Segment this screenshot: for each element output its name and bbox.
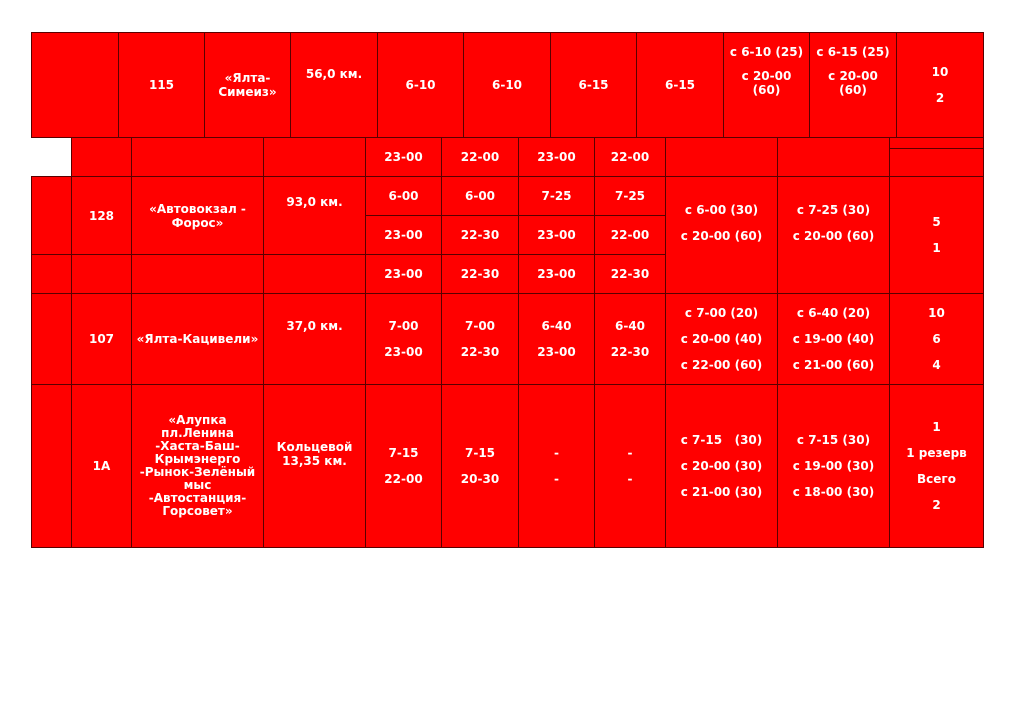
r1a-t3-line1: - (554, 446, 559, 460)
r128-b-time-3 (518, 215, 595, 255)
r115e-t3-text: 23-00 (537, 150, 576, 164)
r115-buses (896, 32, 984, 138)
r1a-route-line3: -Хаста-Баш- (155, 439, 240, 453)
r107-t1-line2: 23-00 (384, 345, 423, 359)
r115-int2-line2: с 20-00 (60) (828, 69, 878, 97)
r115-int1-line1: с 6-10 (25) (729, 45, 804, 59)
r1a-buses-line3: Всего (917, 472, 956, 486)
r128-route-number (71, 176, 132, 255)
r107-t1-line1: 7-00 (388, 319, 419, 333)
r1a-blank (31, 384, 72, 548)
r128-int1-line2: с 20-00 (60) (680, 229, 763, 243)
r1a-distance (263, 384, 366, 548)
r115-time-4 (636, 32, 724, 138)
r107-time-3 (518, 293, 595, 385)
r107-int1-line3: с 22-00 (60) (680, 358, 763, 372)
r128-a-time-4 (594, 176, 666, 216)
r128-int1-line1: с 6-00 (30) (684, 203, 759, 217)
r128-num-text: 128 (88, 208, 115, 223)
r115-route-text: «Ялта-Симеиз» (218, 71, 277, 99)
r128-interval-1 (665, 176, 778, 294)
r1a-distance-line2: 13,35 км. (282, 454, 347, 468)
r115e-divider (889, 148, 984, 149)
r115e-time-4 (594, 137, 666, 177)
r128-a4-text: 7-25 (614, 189, 646, 203)
r107-distance-text: 37,0 км. (286, 319, 343, 333)
r107-buses-line3: 4 (932, 358, 941, 372)
r1a-t2-line2: 20-30 (460, 472, 500, 486)
r107-t2-line2: 22-30 (460, 345, 500, 359)
r128-blank-e (263, 254, 366, 294)
r1a-time-3 (518, 384, 595, 548)
r115-time-3 (550, 32, 637, 138)
r1a-route-name (131, 384, 264, 548)
r107-blank (31, 293, 72, 385)
r107-t2-line1: 7-00 (464, 319, 496, 333)
r115-t2-text: 6-10 (491, 78, 523, 92)
r128-c3-text: 23-00 (537, 267, 576, 281)
r128-buses (889, 176, 984, 294)
r128-distance-text: 93,0 км. (286, 195, 343, 209)
r128-buses-line1: 5 (932, 215, 941, 229)
r107-route-text: «Ялта-Кацивели» (136, 332, 259, 346)
r1a-int1-line3: с 21-00 (30) (680, 485, 763, 499)
r128-int2-line1: с 7-25 (30) (796, 203, 871, 217)
r128-int2-line2: с 20-00 (60) (792, 229, 875, 243)
r115-time-2 (463, 32, 551, 138)
r115-t3-text: 6-15 (578, 78, 609, 92)
r107-time-2 (441, 293, 519, 385)
r115-num-text: 115 (148, 78, 175, 92)
r107-t3-line1: 6-40 (541, 319, 572, 333)
r128-blank-a (31, 176, 72, 255)
r128-b4-text: 22-00 (610, 228, 650, 242)
r1a-buses (889, 384, 984, 548)
r115-buses-line1: 10 (931, 65, 949, 79)
r115-route-name (204, 32, 291, 138)
r1a-time-2 (441, 384, 519, 548)
r115e-blank-4 (665, 137, 778, 177)
r115e-time-3 (518, 137, 595, 177)
r115-route-number (118, 32, 205, 138)
r107-route-number (71, 293, 132, 385)
r115e-blank-6 (889, 137, 984, 177)
r1a-route-line7: -Автостанция- (148, 491, 247, 505)
r1a-route-line6: мыс (183, 478, 212, 492)
r128-c1-text: 23-00 (384, 267, 423, 281)
r107-distance (263, 293, 366, 385)
r1a-int1-line2: с 20-00 (30) (680, 459, 763, 473)
r128-blank-c (71, 254, 132, 294)
r1a-int1-line1: с 7-15 (30) (680, 433, 763, 447)
r128-b1-text: 23-00 (384, 228, 423, 242)
r128-distance (263, 176, 366, 255)
r128-a-time-2 (441, 176, 519, 216)
r115-interval-2 (809, 32, 897, 138)
r107-int1-line2: с 20-00 (40) (680, 332, 763, 346)
r107-route-name (131, 293, 264, 385)
r1a-route-line2: пл.Ленина (161, 426, 234, 440)
r107-int2-line1: с 6-40 (20) (796, 306, 871, 320)
r115-interval-1 (723, 32, 810, 138)
r1a-route-line4: Крымэнерго (154, 452, 241, 466)
r1a-int2-line3: с 18-00 (30) (792, 485, 875, 499)
r128-route-name (131, 176, 264, 255)
r128-a1-text: 6-00 (388, 189, 419, 203)
r128-a2-text: 6-00 (464, 189, 496, 203)
r115-distance-text: 56,0 км. (305, 67, 363, 81)
r128-c4-text: 22-30 (610, 267, 650, 281)
r128-b-time-2 (441, 215, 519, 255)
r115e-blank-3 (263, 137, 366, 177)
r1a-interval-2 (777, 384, 890, 548)
r107-buses-line1: 10 (928, 306, 945, 320)
r128-a3-text: 7-25 (541, 189, 572, 203)
r107-interval-2 (777, 293, 890, 385)
r1a-time-4 (594, 384, 666, 548)
r1a-interval-1 (665, 384, 778, 548)
r115-t4-text: 6-15 (664, 78, 696, 92)
r107-num-text: 107 (88, 332, 115, 346)
r128-b-time-1 (365, 215, 442, 255)
r107-int1-line1: с 7-00 (20) (684, 306, 759, 320)
r1a-route-line5: -Рынок-Зелёный (139, 465, 256, 479)
r107-t3-line2: 23-00 (537, 345, 576, 359)
r1a-t3-line2: - (554, 472, 559, 486)
r128-buses-line2: 1 (932, 241, 941, 255)
r107-t4-line2: 22-30 (610, 345, 650, 359)
r128-blank-d (131, 254, 264, 294)
r115e-blank-5 (777, 137, 890, 177)
r128-c2-text: 22-30 (460, 267, 500, 281)
r115e-time-2 (441, 137, 519, 177)
r128-a-time-1 (365, 176, 442, 216)
r128-b2-text: 22-30 (460, 228, 500, 242)
r115e-t1-text: 23-00 (384, 150, 423, 164)
r1a-t2-line1: 7-15 (464, 446, 496, 460)
r115-buses-line2: 2 (935, 91, 945, 105)
r115-blank-cell (31, 32, 119, 138)
r107-int2-line2: с 19-00 (40) (792, 332, 875, 346)
r128-b3-text: 23-00 (537, 228, 576, 242)
r128-c-time-4 (594, 254, 666, 294)
r1a-int2-line2: с 19-00 (30) (792, 459, 875, 473)
r1a-t4-line2: - (627, 472, 633, 486)
r115-int1-line2: с 20-00 (60) (741, 69, 792, 97)
r128-c-time-2 (441, 254, 519, 294)
r107-buses (889, 293, 984, 385)
r115-t1-text: 6-10 (405, 78, 436, 92)
r1a-t1-line1: 7-15 (388, 446, 419, 460)
r107-time-4 (594, 293, 666, 385)
r128-route-text: «Автовокзал - Форос» (149, 201, 246, 230)
r1a-t1-line2: 22-00 (384, 472, 423, 486)
r115e-t4-text: 22-00 (610, 150, 650, 164)
r107-time-1 (365, 293, 442, 385)
r1a-buses-line4: 2 (932, 498, 941, 512)
r128-interval-2 (777, 176, 890, 294)
r128-blank-b (31, 254, 72, 294)
r1a-distance-line1: Кольцевой (276, 440, 353, 454)
r1a-route-line8: Горсовет» (162, 504, 233, 518)
r1a-buses-line2: 1 резерв (906, 446, 967, 460)
r128-c-time-1 (365, 254, 442, 294)
r1a-int2-line1: с 7-15 (30) (796, 433, 871, 447)
r1a-num-text: 1А (92, 459, 111, 473)
r115e-blank-2 (131, 137, 264, 177)
r107-int2-line3: с 21-00 (60) (792, 358, 875, 372)
r115e-time-1 (365, 137, 442, 177)
r128-c-time-3 (518, 254, 595, 294)
r1a-buses-line1: 1 (932, 420, 941, 434)
r115-time-1 (377, 32, 464, 138)
r115-int2-line1: с 6-15 (25) (816, 45, 890, 59)
r107-buses-line2: 6 (932, 332, 941, 346)
r115e-t2-text: 22-00 (460, 150, 500, 164)
r107-interval-1 (665, 293, 778, 385)
r107-t4-line1: 6-40 (614, 319, 646, 333)
r128-a-time-3 (518, 176, 595, 216)
r1a-route-line1: «Алупка (168, 413, 227, 427)
r1a-route-number (71, 384, 132, 548)
r115e-blank-1 (71, 137, 132, 177)
r1a-t4-line1: - (627, 446, 633, 460)
r115-distance (290, 32, 378, 138)
r128-b-time-4 (594, 215, 666, 255)
r1a-time-1 (365, 384, 442, 548)
